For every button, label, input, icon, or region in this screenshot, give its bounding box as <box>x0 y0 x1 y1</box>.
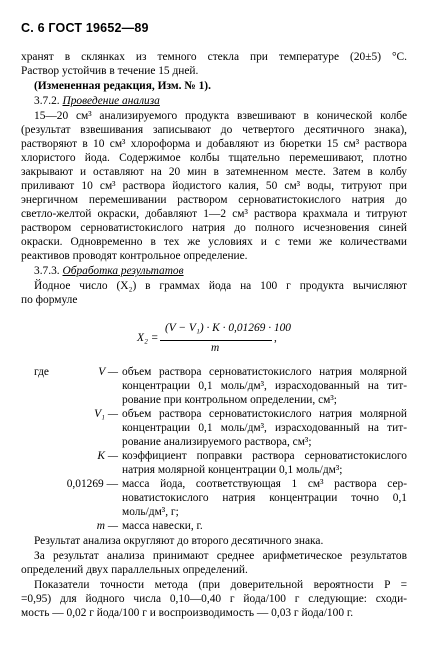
text-line: энергичном перемешивании раствором серноватистокислого натрия до <box>21 194 407 206</box>
def-text: масса навески, г. <box>122 520 203 532</box>
def-symbol: V — <box>98 366 118 378</box>
text-line: закрывают и оставляют на 20 мин в затемненном месте. Затем в колбу <box>21 166 407 178</box>
text-line: светло-желтой окраски, добавляют 1—2 см³ раствора крахмала и титруют <box>21 208 407 220</box>
text-line: Показатели точности метода (при доверительной вероятности P = <box>34 579 407 591</box>
text-line: определений двух параллельных определений. <box>21 564 248 576</box>
def-text: рование при контрольном определении, см³; <box>122 394 337 406</box>
def-text: рование анализируемого раствора, см³; <box>122 436 312 448</box>
section-heading <box>34 95 160 108</box>
def-text: натрия молярной концентрации 0,1 моль/дм³; <box>122 464 343 476</box>
text-line: (результат взвешивания записывают до четвертого десятичного знака), <box>21 124 407 136</box>
text-line: мость — 0,02 г йода/100 г и воспроизводимость — 0,03 г йода/100 г. <box>21 607 354 619</box>
def-text: новатистокислого натрия концентрации точно 0,1 <box>122 492 407 504</box>
text-line: хлористого йода. Содержимое колбы тщательно перемешивают, плотно <box>21 152 407 164</box>
section-number: 3.7.2. <box>34 95 60 107</box>
section-heading <box>34 265 184 278</box>
text-line: Йодное число (X₂) в граммах йода на 100 г продукта вычисляют <box>34 280 407 292</box>
text-line: Раствор устойчив в течение 15 дней. <box>21 65 199 77</box>
def-symbol: V₁ — <box>94 408 118 420</box>
def-text: коэффициент поправки раствора серноватистокислого <box>122 450 407 462</box>
formula-denominator: m <box>211 342 220 354</box>
formula-lhs: X₂ = <box>137 332 159 344</box>
def-text: объем раствора серноватистокислого натрия молярной <box>122 408 407 420</box>
text-line: реактивов проводят контрольное определение. <box>21 250 248 262</box>
text-line: по формуле <box>21 294 78 306</box>
section-title: Обработка результатов <box>62 265 184 277</box>
page-header: С. 6 ГОСТ 19652—89 <box>21 21 149 35</box>
def-text: масса йода, соответствующая 1 см³ раствора сер- <box>122 478 407 490</box>
def-symbol: 0,01269 — <box>66 478 118 490</box>
text-line: =0,95) для йодного числа 0,10—0,40 г йода/100 г следующие: сходи- <box>21 593 407 605</box>
formula-end: , <box>274 332 277 344</box>
text-line: раствором серноватистокислого натрия до полного исчезновения синей <box>21 222 407 234</box>
def-text: моль/дм³, г; <box>122 506 179 518</box>
text-line: приливают 10 см³ раствора йодистого калия, 50 см³ воды, титруют при <box>21 180 407 192</box>
text-line: окраски. Одновременно в тех же условиях и с теми же количествами <box>21 236 407 248</box>
text-line: 15—20 см³ анализируемого продукта взвешивают в конической колбе <box>34 110 407 122</box>
revision-note: (Измененная редакция, Изм. № 1). <box>34 80 211 92</box>
def-text: объем раствора серноватистокислого натрия молярной <box>122 366 407 378</box>
section-title: Проведение анализа <box>62 95 160 107</box>
def-text: концентрации 0,1 моль/дм³, израсходованный на тит- <box>122 422 407 434</box>
where-label: где <box>34 366 49 378</box>
def-symbol: K — <box>97 450 118 462</box>
text-line: хранят в склянках из темного стекла при температуре (20±5) °С. <box>21 51 407 63</box>
text-line: Результат анализа округляют до второго десятичного знака. <box>34 535 324 547</box>
def-symbol: m — <box>96 520 118 532</box>
text-line: За результат анализа принимают среднее арифметическое результатов <box>34 550 407 562</box>
section-number: 3.7.3. <box>34 265 60 277</box>
text-line: растворяют в 10 см³ хлороформа и добавляют из бюретки 15 см³ раствора <box>21 138 407 150</box>
def-text: концентрации 0,1 моль/дм³, израсходованный на тит- <box>122 380 407 392</box>
formula-numerator: (V − V₁) · K · 0,01269 · 100 <box>165 322 291 334</box>
fraction-bar <box>160 340 272 341</box>
